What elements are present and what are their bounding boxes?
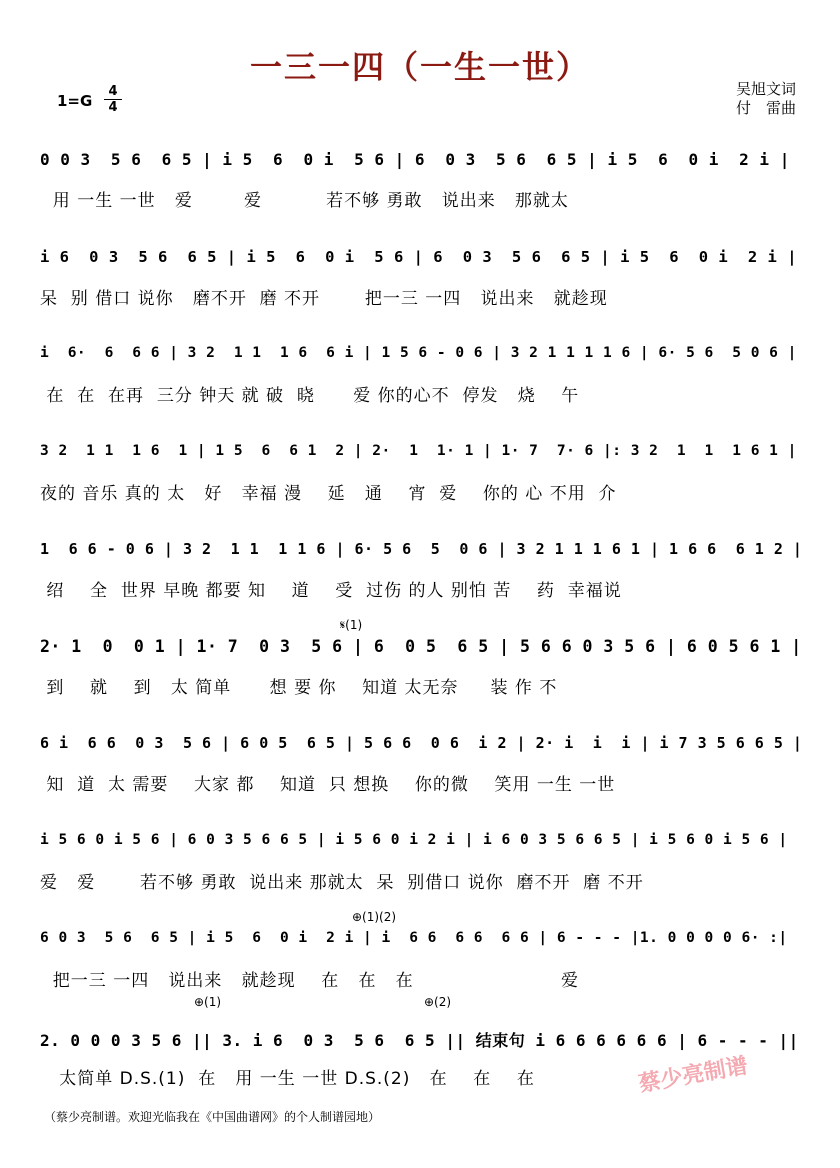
- lyrics-row-2: 呆 别 借口 说你 磨不开 磨 不开 把一三 一四 说出来 就趁现: [40, 289, 608, 309]
- coda-mark-1-2: ⊕(1)(2): [352, 910, 397, 924]
- lyrics-row-6: 到 就 到 太 简单 想 要 你 知道 太无奈 装 作 不: [40, 678, 558, 698]
- notes-row-5: 1 6 6 - 0 6 | 3 2 1 1 1 1 6 | 6· 5 6 5 0 6 | 3 2 1 1 1 6 1 | 1 6 6 6 1 2 |: [40, 540, 803, 558]
- notes-row-4: 3 2 1 1 1 6 1 | 1 5 6 6 1 2 | 2· 1 1· 1 | 1· 7 7· 6 |: 3 2 1 1 1 6 1 |: [40, 443, 797, 459]
- time-signature: [104, 84, 122, 115]
- coda-mark-1: ⊕(1): [194, 995, 222, 1009]
- segno-mark: 𝄋(1): [340, 618, 363, 632]
- notes-row-9: 6 0 3 5 6 6 5 | i 5 6 0 i 2 i | i 6 6 6 6 6 6 | 6 - - - |1. 0 0 0 0 6· :|: [40, 930, 788, 946]
- lyrics-row-3: 在 在 在再 三分 钟天 就 破 晓 爱 你的心不 停发 烧 午: [40, 386, 580, 406]
- credits: [736, 80, 796, 118]
- notes-row-6: 2· 1 0 0 1 | 1· 7 0 3 5 6 | 6 0 5 6 5 | 5 6 6 0 3 5 6 | 6 0 5 6 1 |: [40, 637, 802, 656]
- time-signature-top: 4: [108, 84, 118, 99]
- key-signature: 1=G: [57, 92, 93, 110]
- notes-row-2: i 6 0 3 5 6 6 5 | i 5 6 0 i 5 6 | 6 0 3 5 6 6 5 | i 5 6 0 i 2 i |: [40, 248, 798, 266]
- notes-row-8: i 5 6 0 i 5 6 | 6 0 3 5 6 6 5 | i 5 6 0 i 2 i | i 6 0 3 5 6 6 5 | i 5 6 0 i 5 6 |: [40, 832, 788, 848]
- notes-row-1: 0 0 3 5 6 6 5 | i 5 6 0 i 5 6 | 6 0 3 5 6 6 5 | i 5 6 0 i 2 i |: [40, 150, 790, 169]
- notes-row-3: i 6· 6 6 6 | 3 2 1 1 1 6 6 i | 1 5 6 - 0 6 | 3 2 1 1 1 1 6 | 6· 5 6 5 0 6 |: [40, 345, 797, 361]
- song-title: 一三一四（一生一世）: [249, 48, 590, 86]
- lyrics-row-10: 太简单 D.S.(1) 在 用 一生 一世 D.S.(2) 在 在 在: [40, 1069, 535, 1089]
- notes-row-7: 6 i 6 6 0 3 5 6 | 6 0 5 6 5 | 5 6 6 0 6 i 2 | 2· i i i | i 7 3 5 6 6 5 |: [40, 734, 803, 752]
- lyricist: 吴旭文词: [735, 80, 796, 98]
- composer: 付 雷曲: [735, 99, 796, 117]
- footer-note: （蔡少亮制谱。欢迎光临我在《中国曲谱网》的个人制谱园地）: [44, 1110, 381, 1124]
- watermark: 蔡少亮制谱: [637, 1053, 750, 1098]
- lyrics-row-5: 绍 全 世界 早晚 都要 知 道 受 过伤 的人 别怕 苦 药 幸福说: [40, 581, 622, 601]
- lyrics-row-4: 夜的 音乐 真的 太 好 幸福 漫 延 通 宵 爱 你的 心 不用 介: [40, 484, 617, 504]
- lyrics-row-9: 把一三 一四 说出来 就趁现 在 在 在 爱: [40, 971, 579, 991]
- lyrics-row-8: 爱 爱 若不够 勇敢 说出来 那就太 呆 别借口 说你 磨不开 磨 不开: [40, 873, 644, 893]
- notes-row-10: 2. 0 0 0 3 5 6 || 3. i 6 0 3 5 6 6 5 || 结束句 i 6 6 6 6 6 6 | 6 - - - ||: [40, 1031, 799, 1050]
- coda-mark-2: ⊕(2): [424, 995, 452, 1009]
- time-signature-bottom: 4: [104, 99, 122, 115]
- lyrics-row-7: 知 道 太 需要 大家 都 知道 只 想换 你的微 笑用 一生 一世: [40, 775, 616, 795]
- lyrics-row-1: 用 一生 一世 爱 爱 若不够 勇敢 说出来 那就太: [40, 191, 569, 211]
